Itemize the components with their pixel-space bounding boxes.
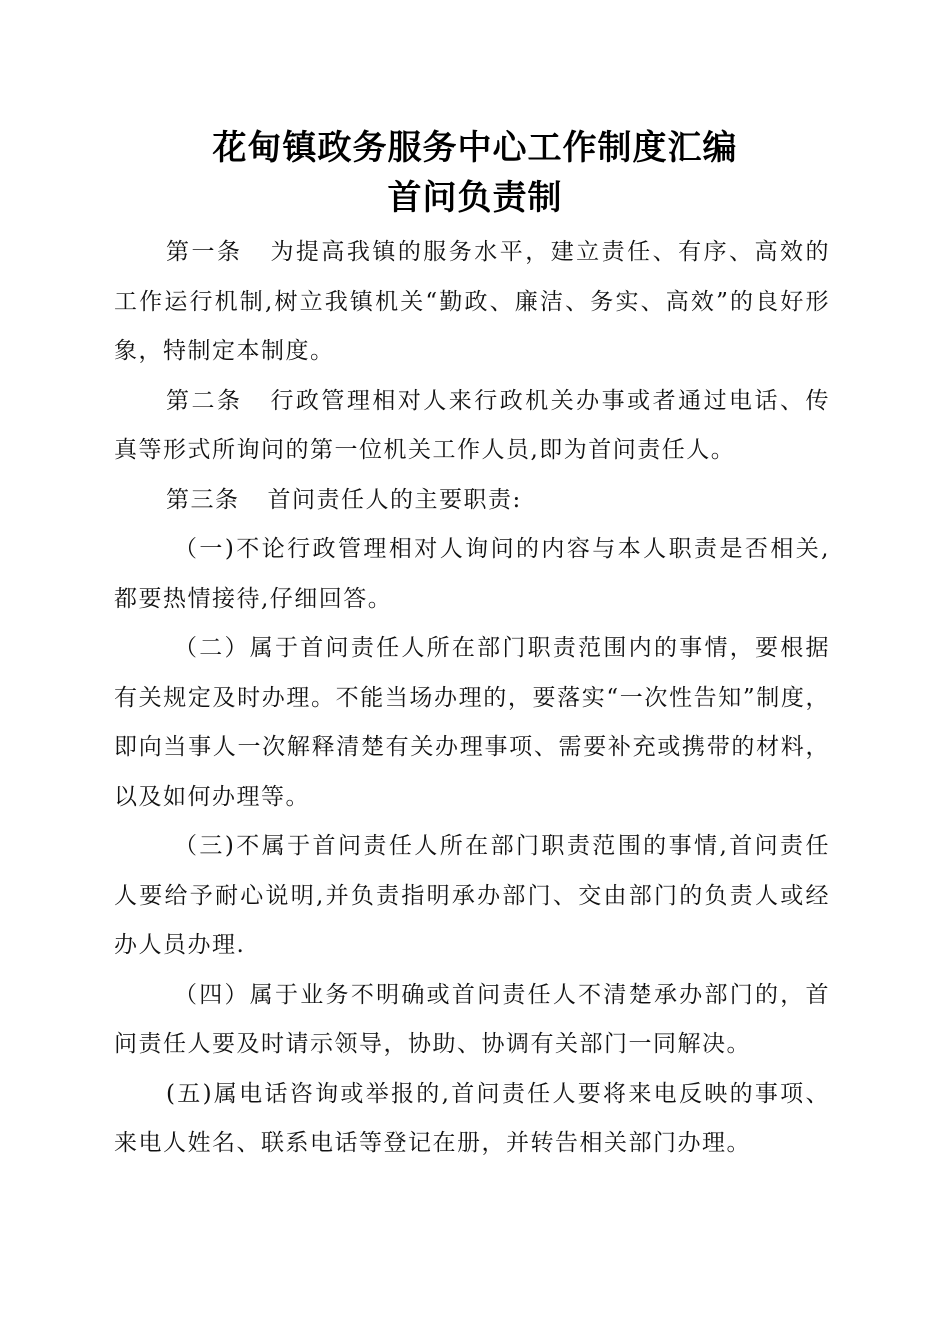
clause-text: （四）属于业务不明确或首问责任人不清楚承办部门的，首问责任人要及时请示领导，协助、协调有关部门一同解决。 (114, 981, 830, 1057)
clause-3 (114, 822, 830, 971)
article-text: 为提高我镇的服务水平，建立责任、有序、高效的工作运行机制,树立我镇机关“勤政、廉洁、务实、高效”的良好形象，特制定本制度。 (114, 239, 830, 364)
document-body (114, 228, 830, 1169)
clause-2 (114, 624, 830, 822)
article-2 (114, 377, 830, 476)
clause-text: (五)属电话咨询或举报的,首问责任人要将来电反映的事项、来电人姓名、联系电话等登记在册，并转告相关部门办理。 (114, 1080, 830, 1156)
clause-text: （三)不属于首问责任人所在部门职责范围的事情,首问责任人要给予耐心说明,并负责指明承办部门、交由部门的负责人或经办人员办理. (114, 833, 830, 958)
document-title: 花甸镇政务服务中心工作制度汇编 (212, 128, 738, 168)
article-text: 首问责任人的主要职责: (267, 486, 522, 513)
clause-text: （一)不论行政管理相对人询问的内容与本人职责是否相关,都要热情接待,仔细回答。 (114, 536, 830, 612)
clause-5 (114, 1070, 830, 1169)
clause-text: （二）属于首问责任人所在部门职责范围内的事情，要根据有关规定及时办理。不能当场办理的，要落实“一次性告知”制度，即向当事人一次解释清楚有关办理事项、需要补充或携带的材料，以及如何办理等。 (114, 635, 830, 810)
clause-4 (114, 971, 830, 1070)
clause-1 (114, 525, 830, 624)
article-text: 行政管理相对人来行政机关办事或者通过电话、传真等形式所询问的第一位机关工作人员,即为首问责任人。 (114, 387, 830, 463)
article-1 (114, 228, 830, 377)
article-label: 第二条 (166, 387, 243, 414)
document-subtitle: 首问负责制 (387, 178, 563, 218)
article-label: 第一条 (166, 239, 243, 265)
article-label: 第三条 (166, 486, 240, 513)
article-3 (114, 476, 830, 526)
